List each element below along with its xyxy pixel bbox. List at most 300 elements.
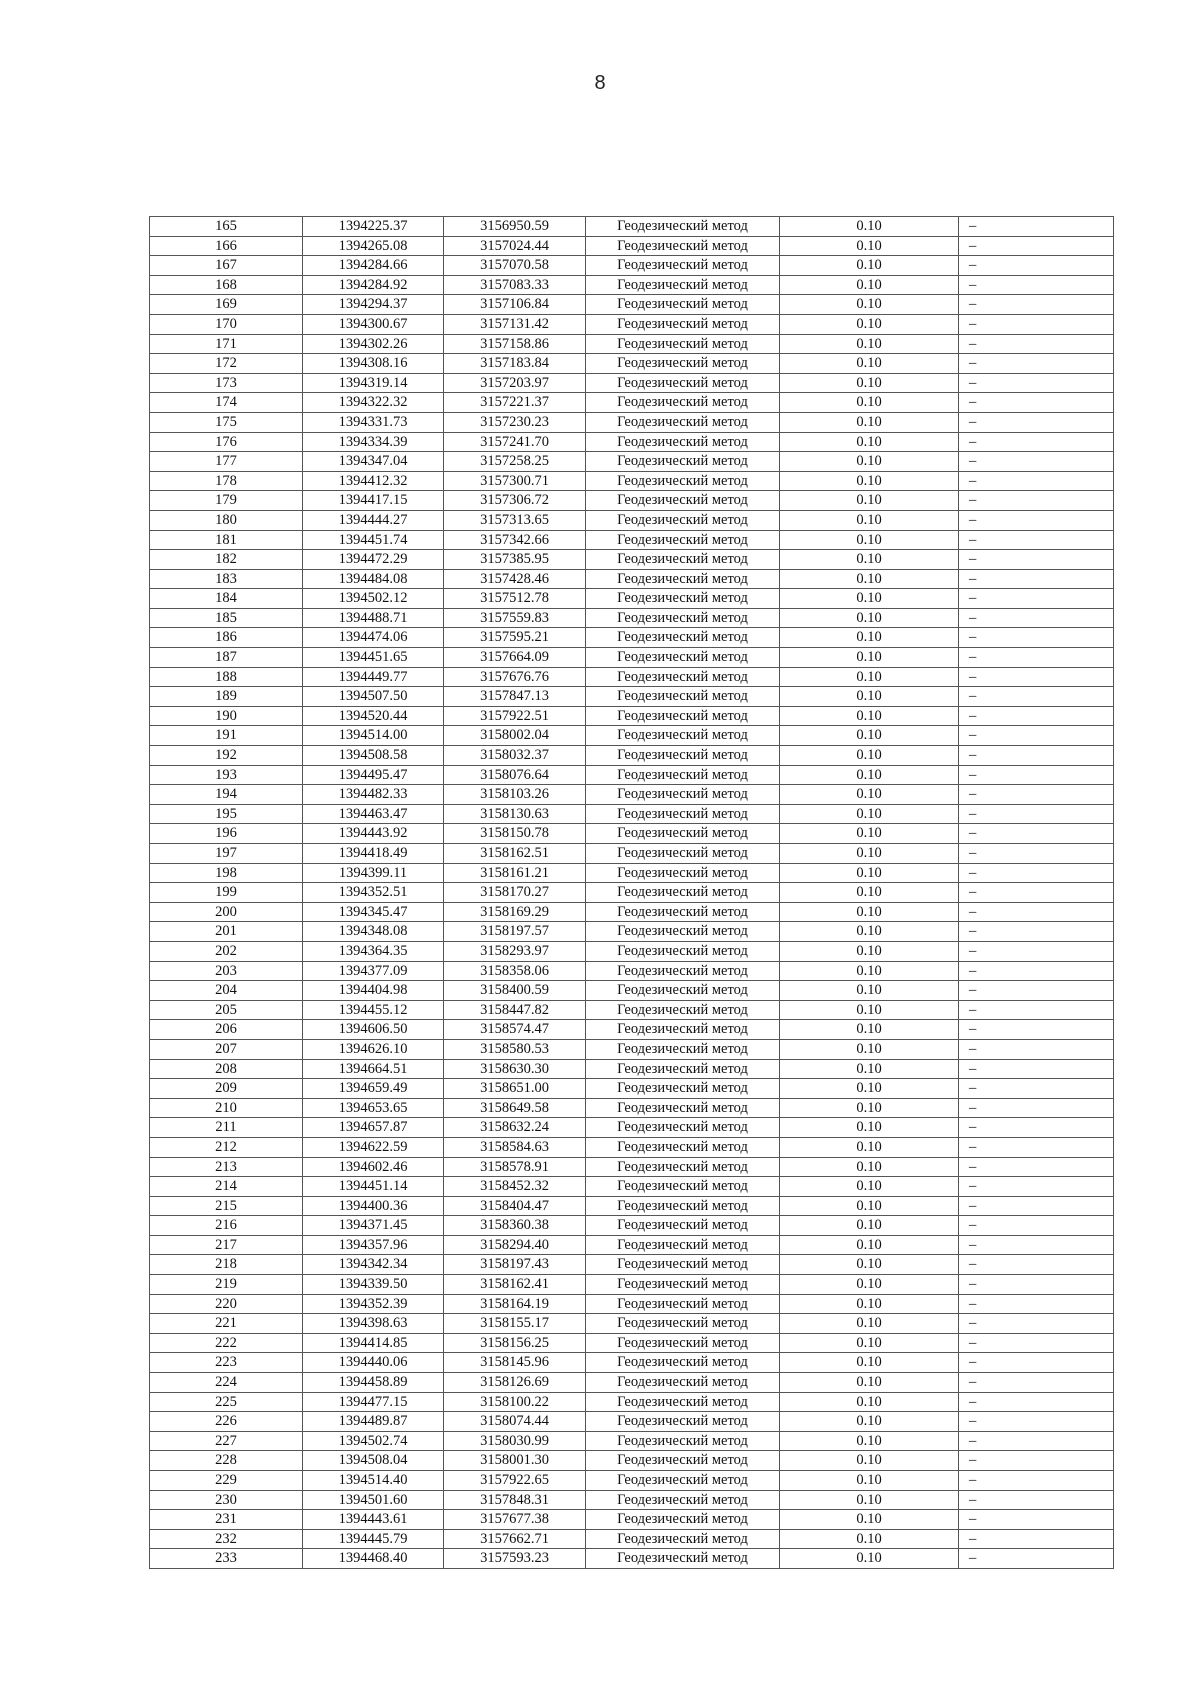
table-row — [150, 589, 1114, 609]
precision-cell: 0.10 — [780, 1451, 959, 1471]
table-row — [150, 902, 1114, 922]
precision-cell: 0.10 — [780, 726, 959, 746]
coordinates-table-body — [150, 217, 1114, 1569]
method-cell: Геодезический метод — [586, 432, 780, 452]
description-cell: – — [959, 373, 1114, 393]
y-coordinate-cell: 3157158.86 — [444, 334, 586, 354]
x-coordinate-cell: 1394364.35 — [303, 941, 444, 961]
y-coordinate-cell: 3157221.37 — [444, 393, 586, 413]
y-coordinate-cell: 3158130.63 — [444, 804, 586, 824]
precision-cell: 0.10 — [780, 1294, 959, 1314]
description-cell: – — [959, 667, 1114, 687]
method-cell: Геодезический метод — [586, 256, 780, 276]
x-coordinate-cell: 1394371.45 — [303, 1216, 444, 1236]
method-cell: Геодезический метод — [586, 844, 780, 864]
method-cell: Геодезический метод — [586, 530, 780, 550]
method-cell: Геодезический метод — [586, 1137, 780, 1157]
precision-cell: 0.10 — [780, 373, 959, 393]
method-cell: Геодезический метод — [586, 354, 780, 374]
table-row — [150, 393, 1114, 413]
description-cell: – — [959, 334, 1114, 354]
point-number-cell: 203 — [150, 961, 303, 981]
y-coordinate-cell: 3157848.31 — [444, 1490, 586, 1510]
precision-cell: 0.10 — [780, 491, 959, 511]
description-cell: – — [959, 1059, 1114, 1079]
point-number-cell: 199 — [150, 883, 303, 903]
x-coordinate-cell: 1394377.09 — [303, 961, 444, 981]
point-number-cell: 184 — [150, 589, 303, 609]
y-coordinate-cell: 3157662.71 — [444, 1529, 586, 1549]
method-cell: Геодезический метод — [586, 1177, 780, 1197]
method-cell: Геодезический метод — [586, 491, 780, 511]
table-row — [150, 334, 1114, 354]
method-cell: Геодезический метод — [586, 1353, 780, 1373]
precision-cell: 0.10 — [780, 295, 959, 315]
method-cell: Геодезический метод — [586, 1294, 780, 1314]
description-cell: – — [959, 824, 1114, 844]
description-cell: – — [959, 1020, 1114, 1040]
description-cell: – — [959, 236, 1114, 256]
table-row — [150, 1039, 1114, 1059]
method-cell: Геодезический метод — [586, 1039, 780, 1059]
method-cell: Геодезический метод — [586, 726, 780, 746]
point-number-cell: 220 — [150, 1294, 303, 1314]
description-cell: – — [959, 608, 1114, 628]
x-coordinate-cell: 1394352.39 — [303, 1294, 444, 1314]
x-coordinate-cell: 1394334.39 — [303, 432, 444, 452]
precision-cell: 0.10 — [780, 510, 959, 530]
description-cell: – — [959, 961, 1114, 981]
description-cell: – — [959, 883, 1114, 903]
point-number-cell: 166 — [150, 236, 303, 256]
x-coordinate-cell: 1394322.32 — [303, 393, 444, 413]
table-row — [150, 1020, 1114, 1040]
description-cell: – — [959, 1490, 1114, 1510]
table-row — [150, 471, 1114, 491]
description-cell: – — [959, 295, 1114, 315]
precision-cell: 0.10 — [780, 530, 959, 550]
point-number-cell: 198 — [150, 863, 303, 883]
method-cell: Геодезический метод — [586, 824, 780, 844]
method-cell: Геодезический метод — [586, 1255, 780, 1275]
x-coordinate-cell: 1394451.65 — [303, 648, 444, 668]
description-cell: – — [959, 1000, 1114, 1020]
description-cell: – — [959, 785, 1114, 805]
precision-cell: 0.10 — [780, 1000, 959, 1020]
table-row — [150, 922, 1114, 942]
method-cell: Геодезический метод — [586, 1412, 780, 1432]
point-number-cell: 165 — [150, 217, 303, 237]
x-coordinate-cell: 1394225.37 — [303, 217, 444, 237]
y-coordinate-cell: 3158400.59 — [444, 981, 586, 1001]
precision-cell: 0.10 — [780, 1549, 959, 1569]
description-cell: – — [959, 1373, 1114, 1393]
point-number-cell: 170 — [150, 314, 303, 334]
precision-cell: 0.10 — [780, 1392, 959, 1412]
x-coordinate-cell: 1394294.37 — [303, 295, 444, 315]
table-row — [150, 981, 1114, 1001]
table-row — [150, 217, 1114, 237]
point-number-cell: 218 — [150, 1255, 303, 1275]
table-row — [150, 1255, 1114, 1275]
point-number-cell: 210 — [150, 1098, 303, 1118]
x-coordinate-cell: 1394520.44 — [303, 706, 444, 726]
x-coordinate-cell: 1394302.26 — [303, 334, 444, 354]
precision-cell: 0.10 — [780, 961, 959, 981]
description-cell: – — [959, 1255, 1114, 1275]
point-number-cell: 197 — [150, 844, 303, 864]
y-coordinate-cell: 3158100.22 — [444, 1392, 586, 1412]
description-cell: – — [959, 354, 1114, 374]
method-cell: Геодезический метод — [586, 510, 780, 530]
y-coordinate-cell: 3156950.59 — [444, 217, 586, 237]
x-coordinate-cell: 1394449.77 — [303, 667, 444, 687]
y-coordinate-cell: 3157385.95 — [444, 550, 586, 570]
precision-cell: 0.10 — [780, 1373, 959, 1393]
description-cell: – — [959, 393, 1114, 413]
method-cell: Геодезический метод — [586, 1098, 780, 1118]
method-cell: Геодезический метод — [586, 922, 780, 942]
x-coordinate-cell: 1394484.08 — [303, 569, 444, 589]
precision-cell: 0.10 — [780, 1275, 959, 1295]
y-coordinate-cell: 3158161.21 — [444, 863, 586, 883]
x-coordinate-cell: 1394345.47 — [303, 902, 444, 922]
x-coordinate-cell: 1394412.32 — [303, 471, 444, 491]
table-row — [150, 804, 1114, 824]
point-number-cell: 214 — [150, 1177, 303, 1197]
y-coordinate-cell: 3158032.37 — [444, 746, 586, 766]
precision-cell: 0.10 — [780, 354, 959, 374]
table-row — [150, 1294, 1114, 1314]
x-coordinate-cell: 1394659.49 — [303, 1079, 444, 1099]
x-coordinate-cell: 1394339.50 — [303, 1275, 444, 1295]
y-coordinate-cell: 3157593.23 — [444, 1549, 586, 1569]
description-cell: – — [959, 1118, 1114, 1138]
table-row — [150, 648, 1114, 668]
y-coordinate-cell: 3158197.43 — [444, 1255, 586, 1275]
method-cell: Геодезический метод — [586, 589, 780, 609]
table-row — [150, 373, 1114, 393]
method-cell: Геодезический метод — [586, 393, 780, 413]
y-coordinate-cell: 3158164.19 — [444, 1294, 586, 1314]
table-row — [150, 1431, 1114, 1451]
precision-cell: 0.10 — [780, 922, 959, 942]
x-coordinate-cell: 1394458.89 — [303, 1373, 444, 1393]
precision-cell: 0.10 — [780, 1216, 959, 1236]
description-cell: – — [959, 746, 1114, 766]
description-cell: – — [959, 844, 1114, 864]
point-number-cell: 168 — [150, 275, 303, 295]
coordinates-table — [149, 216, 1114, 1569]
precision-cell: 0.10 — [780, 589, 959, 609]
method-cell: Геодезический метод — [586, 1373, 780, 1393]
x-coordinate-cell: 1394400.36 — [303, 1196, 444, 1216]
table-row — [150, 256, 1114, 276]
y-coordinate-cell: 3158447.82 — [444, 1000, 586, 1020]
point-number-cell: 192 — [150, 746, 303, 766]
x-coordinate-cell: 1394653.65 — [303, 1098, 444, 1118]
x-coordinate-cell: 1394443.61 — [303, 1510, 444, 1530]
x-coordinate-cell: 1394418.49 — [303, 844, 444, 864]
method-cell: Геодезический метод — [586, 765, 780, 785]
y-coordinate-cell: 3158404.47 — [444, 1196, 586, 1216]
table-row — [150, 530, 1114, 550]
x-coordinate-cell: 1394514.40 — [303, 1471, 444, 1491]
x-coordinate-cell: 1394352.51 — [303, 883, 444, 903]
x-coordinate-cell: 1394507.50 — [303, 687, 444, 707]
point-number-cell: 196 — [150, 824, 303, 844]
x-coordinate-cell: 1394414.85 — [303, 1333, 444, 1353]
x-coordinate-cell: 1394265.08 — [303, 236, 444, 256]
y-coordinate-cell: 3157131.42 — [444, 314, 586, 334]
method-cell: Геодезический метод — [586, 1000, 780, 1020]
table-row — [150, 1216, 1114, 1236]
precision-cell: 0.10 — [780, 1431, 959, 1451]
y-coordinate-cell: 3157922.51 — [444, 706, 586, 726]
description-cell: – — [959, 941, 1114, 961]
method-cell: Геодезический метод — [586, 295, 780, 315]
x-coordinate-cell: 1394488.71 — [303, 608, 444, 628]
table-row — [150, 1059, 1114, 1079]
point-number-cell: 230 — [150, 1490, 303, 1510]
description-cell: – — [959, 1412, 1114, 1432]
method-cell: Геодезический метод — [586, 1059, 780, 1079]
table-row — [150, 667, 1114, 687]
description-cell: – — [959, 765, 1114, 785]
table-row — [150, 510, 1114, 530]
y-coordinate-cell: 3158076.64 — [444, 765, 586, 785]
point-number-cell: 194 — [150, 785, 303, 805]
x-coordinate-cell: 1394455.12 — [303, 1000, 444, 1020]
precision-cell: 0.10 — [780, 1255, 959, 1275]
precision-cell: 0.10 — [780, 1177, 959, 1197]
point-number-cell: 169 — [150, 295, 303, 315]
precision-cell: 0.10 — [780, 648, 959, 668]
table-row — [150, 687, 1114, 707]
y-coordinate-cell: 3157847.13 — [444, 687, 586, 707]
method-cell: Геодезический метод — [586, 1333, 780, 1353]
y-coordinate-cell: 3158580.53 — [444, 1039, 586, 1059]
point-number-cell: 209 — [150, 1079, 303, 1099]
x-coordinate-cell: 1394474.06 — [303, 628, 444, 648]
point-number-cell: 200 — [150, 902, 303, 922]
table-row — [150, 354, 1114, 374]
point-number-cell: 195 — [150, 804, 303, 824]
table-row — [150, 569, 1114, 589]
point-number-cell: 232 — [150, 1529, 303, 1549]
point-number-cell: 174 — [150, 393, 303, 413]
table-row — [150, 1373, 1114, 1393]
point-number-cell: 217 — [150, 1235, 303, 1255]
description-cell: – — [959, 1353, 1114, 1373]
precision-cell: 0.10 — [780, 1490, 959, 1510]
description-cell: – — [959, 1529, 1114, 1549]
y-coordinate-cell: 3157428.46 — [444, 569, 586, 589]
point-number-cell: 189 — [150, 687, 303, 707]
precision-cell: 0.10 — [780, 824, 959, 844]
precision-cell: 0.10 — [780, 1510, 959, 1530]
point-number-cell: 228 — [150, 1451, 303, 1471]
y-coordinate-cell: 3158001.30 — [444, 1451, 586, 1471]
description-cell: – — [959, 1216, 1114, 1236]
method-cell: Геодезический метод — [586, 314, 780, 334]
method-cell: Геодезический метод — [586, 1196, 780, 1216]
precision-cell: 0.10 — [780, 550, 959, 570]
description-cell: – — [959, 217, 1114, 237]
y-coordinate-cell: 3157258.25 — [444, 452, 586, 472]
precision-cell: 0.10 — [780, 334, 959, 354]
precision-cell: 0.10 — [780, 628, 959, 648]
x-coordinate-cell: 1394308.16 — [303, 354, 444, 374]
table-row — [150, 550, 1114, 570]
table-row — [150, 1235, 1114, 1255]
y-coordinate-cell: 3158293.97 — [444, 941, 586, 961]
x-coordinate-cell: 1394468.40 — [303, 1549, 444, 1569]
description-cell: – — [959, 1079, 1114, 1099]
description-cell: – — [959, 1137, 1114, 1157]
point-number-cell: 219 — [150, 1275, 303, 1295]
method-cell: Геодезический метод — [586, 941, 780, 961]
point-number-cell: 182 — [150, 550, 303, 570]
point-number-cell: 175 — [150, 412, 303, 432]
method-cell: Геодезический метод — [586, 1235, 780, 1255]
method-cell: Геодезический метод — [586, 334, 780, 354]
x-coordinate-cell: 1394348.08 — [303, 922, 444, 942]
x-coordinate-cell: 1394514.00 — [303, 726, 444, 746]
point-number-cell: 171 — [150, 334, 303, 354]
x-coordinate-cell: 1394404.98 — [303, 981, 444, 1001]
description-cell: – — [959, 471, 1114, 491]
precision-cell: 0.10 — [780, 981, 959, 1001]
table-row — [150, 1392, 1114, 1412]
point-number-cell: 180 — [150, 510, 303, 530]
table-row — [150, 746, 1114, 766]
description-cell: – — [959, 530, 1114, 550]
table-row — [150, 1000, 1114, 1020]
table-row — [150, 1275, 1114, 1295]
y-coordinate-cell: 3157512.78 — [444, 589, 586, 609]
point-number-cell: 204 — [150, 981, 303, 1001]
y-coordinate-cell: 3157676.76 — [444, 667, 586, 687]
point-number-cell: 187 — [150, 648, 303, 668]
x-coordinate-cell: 1394626.10 — [303, 1039, 444, 1059]
y-coordinate-cell: 3157203.97 — [444, 373, 586, 393]
method-cell: Геодезический метод — [586, 961, 780, 981]
y-coordinate-cell: 3158578.91 — [444, 1157, 586, 1177]
table-row — [150, 824, 1114, 844]
point-number-cell: 177 — [150, 452, 303, 472]
x-coordinate-cell: 1394495.47 — [303, 765, 444, 785]
method-cell: Геодезический метод — [586, 412, 780, 432]
description-cell: – — [959, 1392, 1114, 1412]
y-coordinate-cell: 3157664.09 — [444, 648, 586, 668]
point-number-cell: 190 — [150, 706, 303, 726]
precision-cell: 0.10 — [780, 432, 959, 452]
description-cell: – — [959, 1177, 1114, 1197]
table-row — [150, 275, 1114, 295]
description-cell: – — [959, 432, 1114, 452]
table-row — [150, 236, 1114, 256]
point-number-cell: 191 — [150, 726, 303, 746]
precision-cell: 0.10 — [780, 706, 959, 726]
precision-cell: 0.10 — [780, 844, 959, 864]
point-number-cell: 225 — [150, 1392, 303, 1412]
y-coordinate-cell: 3157241.70 — [444, 432, 586, 452]
y-coordinate-cell: 3157070.58 — [444, 256, 586, 276]
method-cell: Геодезический метод — [586, 608, 780, 628]
x-coordinate-cell: 1394451.74 — [303, 530, 444, 550]
table-row — [150, 1529, 1114, 1549]
precision-cell: 0.10 — [780, 1196, 959, 1216]
method-cell: Геодезический метод — [586, 1549, 780, 1569]
x-coordinate-cell: 1394443.92 — [303, 824, 444, 844]
x-coordinate-cell: 1394602.46 — [303, 1157, 444, 1177]
method-cell: Геодезический метод — [586, 471, 780, 491]
table-row — [150, 961, 1114, 981]
description-cell: – — [959, 510, 1114, 530]
point-number-cell: 179 — [150, 491, 303, 511]
x-coordinate-cell: 1394347.04 — [303, 452, 444, 472]
y-coordinate-cell: 3158155.17 — [444, 1314, 586, 1334]
description-cell: – — [959, 1039, 1114, 1059]
precision-cell: 0.10 — [780, 1137, 959, 1157]
description-cell: – — [959, 256, 1114, 276]
table-row — [150, 1353, 1114, 1373]
y-coordinate-cell: 3158145.96 — [444, 1353, 586, 1373]
point-number-cell: 229 — [150, 1471, 303, 1491]
y-coordinate-cell: 3158358.06 — [444, 961, 586, 981]
table-row — [150, 608, 1114, 628]
description-cell: – — [959, 1431, 1114, 1451]
precision-cell: 0.10 — [780, 1098, 959, 1118]
method-cell: Геодезический метод — [586, 217, 780, 237]
point-number-cell: 222 — [150, 1333, 303, 1353]
x-coordinate-cell: 1394319.14 — [303, 373, 444, 393]
y-coordinate-cell: 3158630.30 — [444, 1059, 586, 1079]
description-cell: – — [959, 1549, 1114, 1569]
x-coordinate-cell: 1394664.51 — [303, 1059, 444, 1079]
point-number-cell: 233 — [150, 1549, 303, 1569]
point-number-cell: 167 — [150, 256, 303, 276]
table-row — [150, 1196, 1114, 1216]
description-cell: – — [959, 648, 1114, 668]
point-number-cell: 215 — [150, 1196, 303, 1216]
y-coordinate-cell: 3157083.33 — [444, 275, 586, 295]
precision-cell: 0.10 — [780, 941, 959, 961]
table-row — [150, 1490, 1114, 1510]
method-cell: Геодезический метод — [586, 275, 780, 295]
table-row — [150, 1510, 1114, 1530]
precision-cell: 0.10 — [780, 608, 959, 628]
y-coordinate-cell: 3158150.78 — [444, 824, 586, 844]
y-coordinate-cell: 3158360.38 — [444, 1216, 586, 1236]
method-cell: Геодезический метод — [586, 883, 780, 903]
table-row — [150, 491, 1114, 511]
description-cell: – — [959, 1275, 1114, 1295]
precision-cell: 0.10 — [780, 687, 959, 707]
y-coordinate-cell: 3158162.41 — [444, 1275, 586, 1295]
table-row — [150, 1079, 1114, 1099]
y-coordinate-cell: 3157559.83 — [444, 608, 586, 628]
precision-cell: 0.10 — [780, 236, 959, 256]
x-coordinate-cell: 1394489.87 — [303, 1412, 444, 1432]
precision-cell: 0.10 — [780, 275, 959, 295]
y-coordinate-cell: 3158030.99 — [444, 1431, 586, 1451]
method-cell: Геодезический метод — [586, 1510, 780, 1530]
x-coordinate-cell: 1394657.87 — [303, 1118, 444, 1138]
precision-cell: 0.10 — [780, 804, 959, 824]
precision-cell: 0.10 — [780, 217, 959, 237]
